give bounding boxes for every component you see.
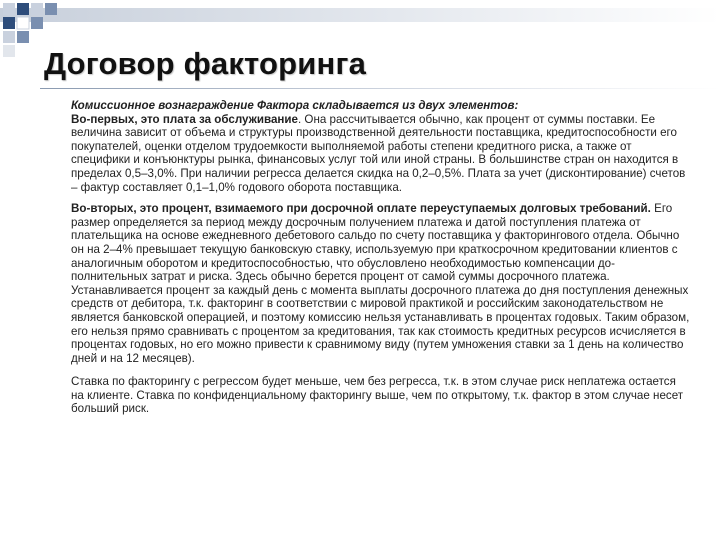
paragraph-early-payment-interest-lead: Во-вторых, это процент, взимаемого при досрочной оплате переуступаемых долговых требований.	[71, 202, 651, 216]
paragraph-rates-comparison: Ставка по факторингу с регрессом будет меньше, чем без регресса, т.к. в этом случае риск неплатежа остается на клиенте. Ставка по конфиденциальному факторингу выше, чем по открытому, т.к. фактор в этом случае несет больший риск.	[71, 375, 684, 416]
paragraph-service-fee-text: . Она рассчитывается обычно, как процент от суммы поставки. Ее величина зависит от объема и структуры производственной деятельности поставщика, кредитоспособности его покупателей, оценки отделом трудоемкости выполняемой работы степени кредитного риска, а также от специфики и конъюнктуры рынка, финансовых услуг той или иной страны. В большинстве стран он находится в пределах 0,5–3,0%. При наличии регресса делается скидка на 0,2–0,5%. Плата за учет (дисконтирование) счетов – фактур составляет 0,1–1,0% годового оборота поставщика.	[71, 112, 686, 194]
title-underline	[40, 88, 720, 89]
paragraph-early-payment-interest	[71, 202, 691, 365]
slide-body	[71, 99, 691, 416]
paragraph-service-fee-lead: Во-первых, это плата за обслуживание	[71, 112, 298, 126]
intro-line: Комиссионное вознаграждение Фактора складывается из двух элементов:	[71, 99, 519, 112]
slide-title: Договор факторинга	[44, 46, 367, 81]
paragraph-early-payment-interest-text: Его размер определяется за период между досрочным получением платежа и датой поступления платежа от плательщика на основе ежедневного дебетового сальдо по счету поставщика у факторингового отдела. Обычно он на 2–4% превышает текущую банковскую ставку, используемую при краткосрочном кредитовании клиентов с аналогичным оборотом и кредитоспособностью, что обусловлено необходимостью компенсации до-полнительных затрат и риска. Здесь обычно берется процент от самой суммы досрочного платежа. Устанавливается процент за каждый день с момента выплаты досрочного платежа до дня поступления денежных средств от дебитора, т.к. факторинг в соответствии с мировой практикой и российским законодательством не является банковской операцией, и поэтому комиссию нельзя устанавливать в процентах годовых. Таким образом, его нельзя прямо сравнивать с процентом за кредитования, так как стоимость кредитных ресурсов исчисляется в процентах годовых, но его можно привести к сравнимому виду (путем умножения ставки за 1 день на количество дней и на 12 месяцев).	[71, 202, 690, 365]
paragraph-service-fee	[71, 113, 691, 195]
